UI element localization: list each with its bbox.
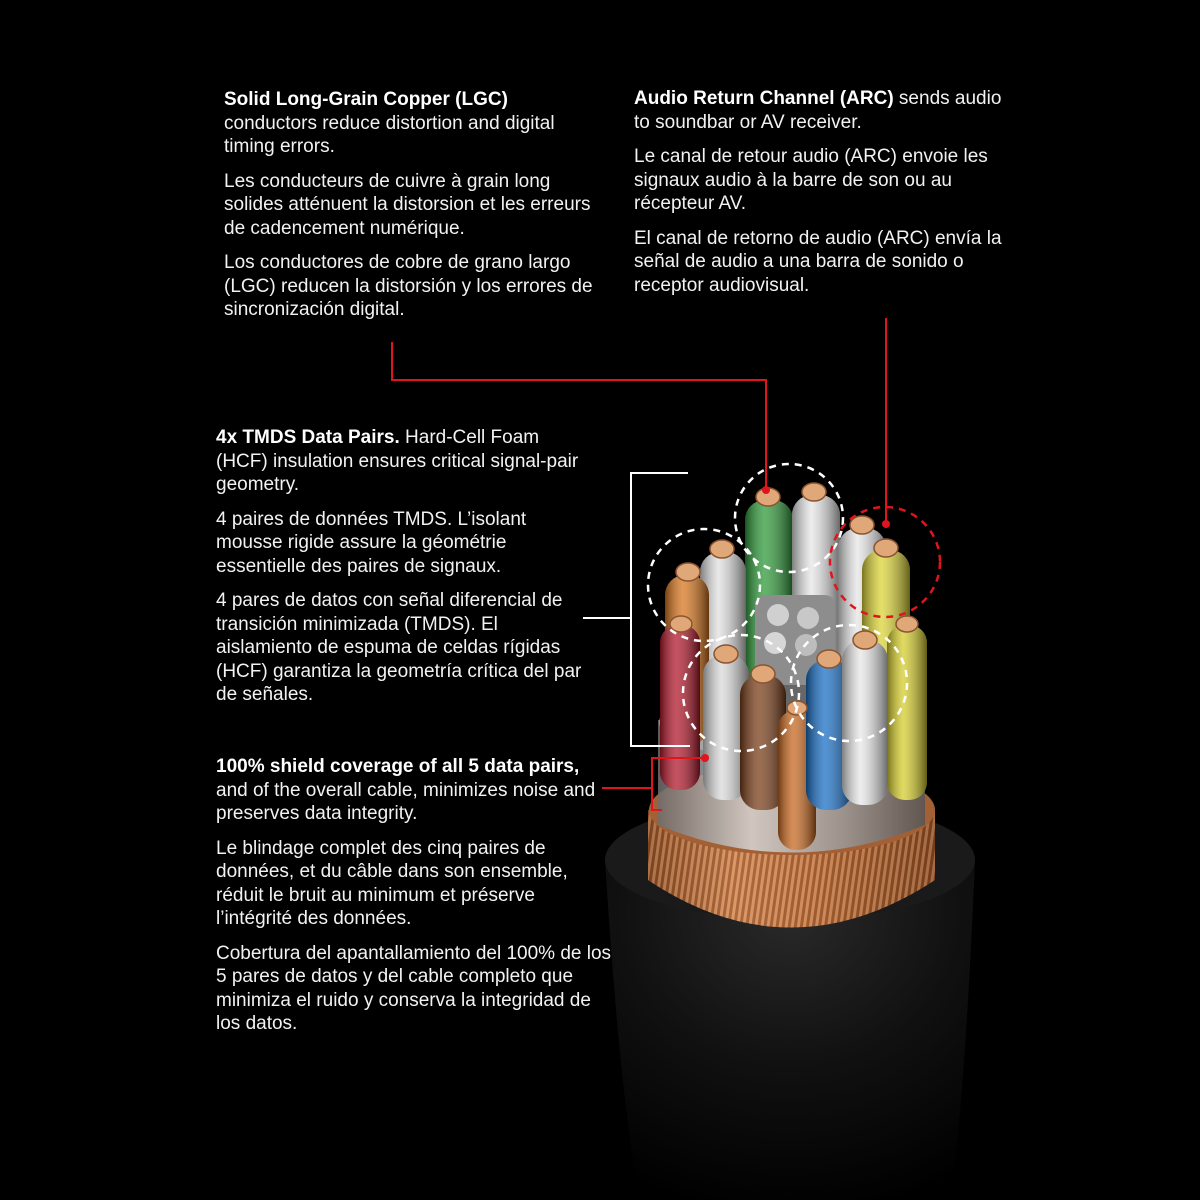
shield-lead: 100% shield coverage of all 5 data pairs, [216,756,580,777]
arc-lead: Audio Return Channel (ARC) [634,88,894,109]
tmds-spanish: 4 pares de datos con señal diferencial de transición minimizada (TMDS). El aislamiento de espuma de celdas rígidas (HCF) garantiza la geometría crítica del par de señales. [216,590,582,705]
shield-french: Le blindage complet des cinq paires de données, et du câble dans son ensemble, réduit le bruit au minimum et préserve l’intégrité des données. [216,837,568,929]
tmds-french: 4 paires de données TMDS. L’isolant mousse rigide assure la géométrie essentielle des paires de signaux. [216,508,527,577]
lgc-english-text: conductors reduce distortion and digital timing errors. [224,112,555,157]
lgc-lead: Solid Long-Grain Copper (LGC) [224,89,508,110]
arc-spanish: El canal de retorno de audio (ARC) envía la señal de audio a una barra de sonido o receptor audiovisual. [634,227,1002,296]
arc-french: Le canal de retour audio (ARC) envoie les signaux audio à la barre de son ou au récepteur AV. [634,146,988,214]
arc-english-text: sends audio to soundbar or AV receiver. [634,88,1002,133]
tmds-english-text: Hard-Cell Foam (HCF) insulation ensures critical signal-pair geometry. [216,427,579,495]
lgc-leader-line [392,342,766,488]
shield-english-text: and of the overall cable, minimizes noise and preserves data integrity. [216,779,596,824]
lgc-spanish: Los conductores de cobre de grano largo (LGC) reducen la distorsión y los errores de sincronización digital. [224,252,593,320]
lgc-french: Les conducteurs de cuivre à grain long solides atténuent la distorsion et les erreurs de cadencement numérique. [224,170,591,239]
shield-spanish: Cobertura del apantallamiento del 100% de los 5 pares de datos y del cable completo que minimiza el ruido y conserva la integridad de los datos. [216,942,612,1034]
tmds-lead: 4x TMDS Data Pairs. [216,427,400,448]
